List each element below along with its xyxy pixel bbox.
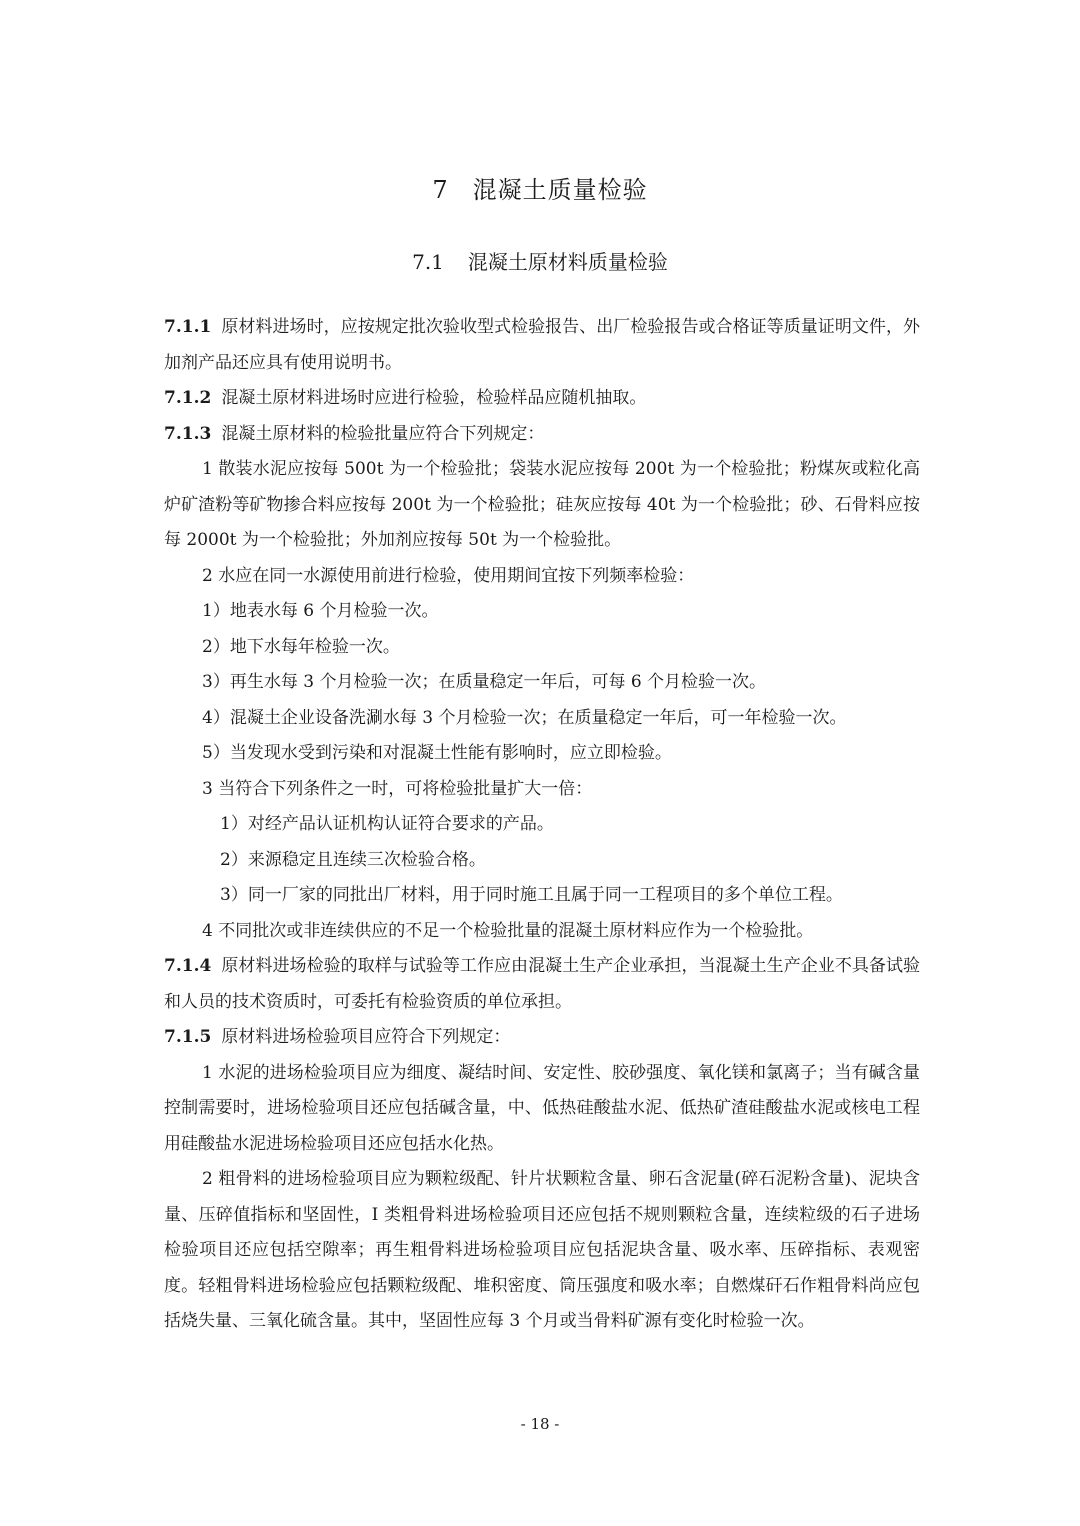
sub-item: 3）同一厂家的同批出厂材料，用于同时施工且属于同一工程项目的多个单位工程。 <box>220 885 843 905</box>
sub-item: 3）再生水每 3 个月检验一次；在质量稳定一年后，可每 6 个月检验一次。 <box>202 672 767 692</box>
section-number: 7.1 <box>412 250 444 274</box>
section-title <box>0 246 1080 275</box>
clause-7-1-1 <box>164 310 920 381</box>
sub-item: 1）地表水每 6 个月检验一次。 <box>202 601 439 621</box>
clause-number: 7.1.3 <box>164 423 212 444</box>
clause-text: 原材料进场检验的取样与试验等工作应由混凝土生产企业承担，当混凝土生产企业不具备试验和人员的技术资质时，可委托有检验资质的单位承担。 <box>164 956 920 1012</box>
clause-7-1-3-item-2: 2 水应在同一水源使用前进行检验，使用期间宜按下列频率检验： <box>202 565 695 586</box>
clause-text: 混凝土原材料进场时应进行检验，检验样品应随机抽取。 <box>221 388 647 408</box>
body-text <box>164 310 920 1340</box>
clause-number: 7.1.1 <box>164 317 212 337</box>
chapter-title <box>0 170 1080 205</box>
sub-item: 5）当发现水受到污染和对混凝土性能有影响时，应立即检验。 <box>202 743 672 763</box>
clause-text: 原材料进场时，应按规定批次验收型式检验报告、出厂检验报告或合格证等质量证明文件，外加剂产品还应具有使用说明书。 <box>164 317 920 373</box>
clause-text: 原材料进场检验项目应符合下列规定： <box>221 1027 511 1047</box>
clause-text: 混凝土原材料的检验批量应符合下列规定： <box>221 423 545 444</box>
chapter-title-text: 混凝土质量检验 <box>472 176 648 204</box>
clause-number: 7.1.4 <box>164 956 212 976</box>
clause-7-1-2 <box>164 381 920 417</box>
clause-7-1-3-item-1: 1 散装水泥应按每 500t 为一个检验批；袋装水泥应按每 200t 为一个检验批；粉煤灰或粒化高炉矿渣粉等矿物掺合料应按每 200t 为一个检验批；硅灰应按每 40t 为一个检验批；砂、石骨料应按每 2000t 为一个检验批；外加剂应按每 50t 为一个检验批。 <box>164 459 920 550</box>
page-number: - 18 - <box>520 1415 560 1433</box>
clause-7-1-3 <box>164 417 920 453</box>
chapter-number: 7 <box>432 176 449 204</box>
clause-7-1-4 <box>164 949 920 1020</box>
section-title-text: 混凝土原材料质量检验 <box>467 250 668 274</box>
clause-7-1-3-item-4: 4 不同批次或非连续供应的不足一个检验批量的混凝土原材料应作为一个检验批。 <box>202 920 814 941</box>
clause-number: 7.1.2 <box>164 388 212 408</box>
clause-7-1-5-item-1: 1 水泥的进场检验项目应为细度、凝结时间、安定性、胶砂强度、氧化镁和氯离子；当有碱含量控制需要时，进场检验项目还应包括碱含量，中、低热硅酸盐水泥、低热矿渣硅酸盐水泥或核电工程用硅酸盐水泥进场检验项目还应包括水化热。 <box>164 1062 920 1154</box>
clause-7-1-5 <box>164 1020 920 1056</box>
clause-7-1-3-item-3: 3 当符合下列条件之一时，可将检验批量扩大一倍： <box>202 778 593 799</box>
sub-item: 2）来源稳定且连续三次检验合格。 <box>220 849 486 870</box>
sub-item: 1）对经产品认证机构认证符合要求的产品。 <box>220 814 554 834</box>
clause-number: 7.1.5 <box>164 1027 212 1047</box>
clause-7-1-5-item-2: 2 粗骨料的进场检验项目应为颗粒级配、针片状颗粒含量、卵石含泥量(碎石泥粉含量)、泥块含量、压碎值指标和坚固性，I 类粗骨料进场检验项目还应包括不规则颗粒含量，连续粒级的石子进场检验项目还应包括空隙率；再生粗骨料进场检验项目应包括泥块含量、吸水率、压碎指标、表观密度。轻粗骨料进场检验应包括颗粒级配、堆积密度、筒压强度和吸水率；自燃煤矸石作粗骨料尚应包括烧失量、三氧化硫含量。其中，坚固性应每 3 个月或当骨料矿源有变化时检验一次。 <box>164 1169 920 1331</box>
sub-item: 4）混凝土企业设备洗涮水每 3 个月检验一次；在质量稳定一年后，可一年检验一次。 <box>202 707 847 728</box>
sub-item: 2）地下水每年检验一次。 <box>202 636 400 657</box>
